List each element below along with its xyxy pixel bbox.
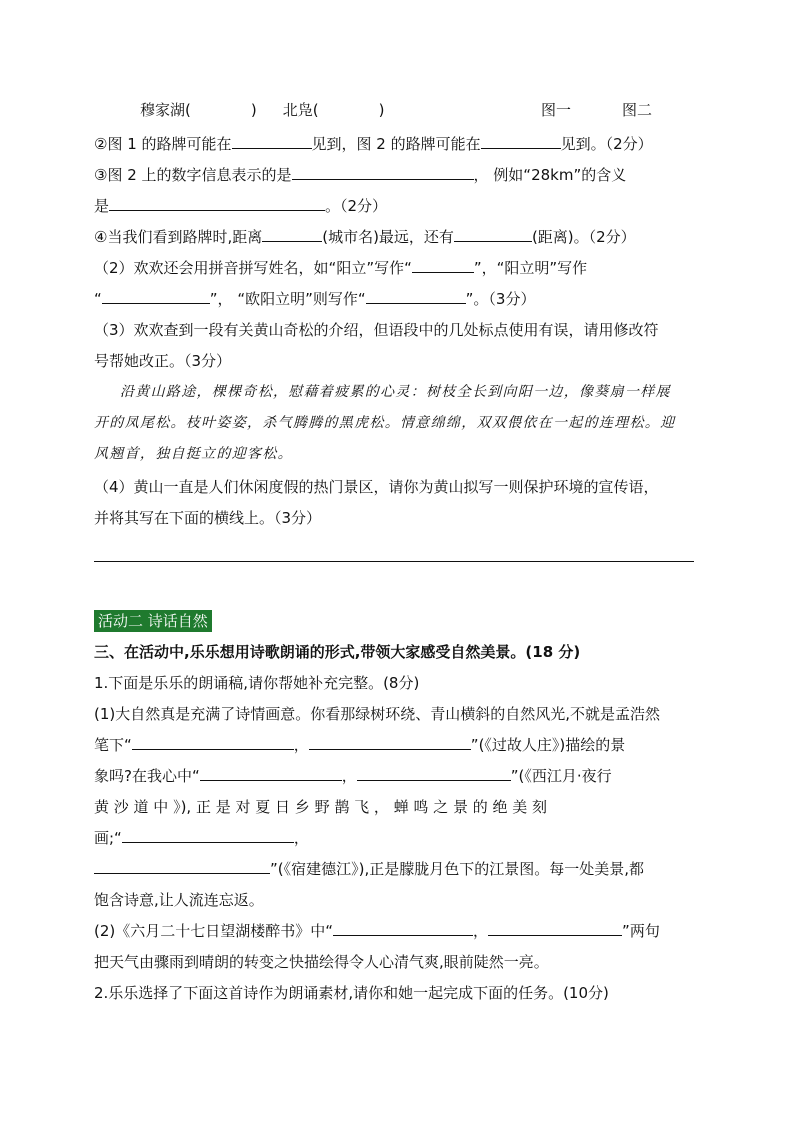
slogan-answer-line[interactable] bbox=[94, 561, 694, 562]
q4-line1: （4）黄山一直是人们休闲度假的热门景区，请你为黄山拟写一则保护环境的宣传语， bbox=[94, 478, 659, 496]
answer-blank[interactable] bbox=[94, 859, 270, 874]
item-4-text-c: (距离)。（2分） bbox=[531, 228, 636, 246]
p1-line4: 黄 沙 道 中 》), 正 是 对 夏 日 乡 野 鹊 飞 ， 蝉 鸣 之 景 的 绝 美 刻 bbox=[94, 798, 548, 816]
p1-text: 画;“ bbox=[94, 829, 122, 847]
item-4 bbox=[94, 227, 636, 247]
activity-2-badge: 活动二 诗话自然 bbox=[94, 610, 212, 632]
q4-line2: 并将其写在下面的横线上。（3分） bbox=[94, 509, 322, 527]
sub-question-1: 1.下面是乐乐的朗诵稿,请你帮她补充完整。(8分) bbox=[94, 674, 420, 692]
answer-blank[interactable] bbox=[454, 227, 532, 242]
p1-text: 象吗?在我心中“ bbox=[94, 767, 200, 785]
passage-line3: 风翘首，独自挺立的迎客松。 bbox=[94, 446, 293, 462]
p1-line3 bbox=[94, 766, 612, 786]
mujiahu-close: ) bbox=[250, 101, 257, 119]
item-3-text-b: ， 例如“28km”的含义 bbox=[473, 166, 627, 184]
item-4-text-b: (城市名)最远，还有 bbox=[322, 228, 454, 246]
label-row bbox=[140, 100, 384, 120]
p1-text: ， bbox=[341, 767, 357, 785]
beifu-label: 北凫( bbox=[282, 101, 319, 119]
p1-text: ”(《西江月·夜行 bbox=[510, 767, 612, 785]
sub-question-2: 2.乐乐选择了下面这首诗作为朗诵素材,请你和她一起完成下面的任务。(10分) bbox=[94, 984, 609, 1002]
answer-blank[interactable] bbox=[262, 227, 322, 242]
passage-line1: 沿黄山路途，棵棵奇松，慰藉着疲累的心灵：树枝全长到向阳一边，像葵扇一样展 bbox=[120, 384, 671, 400]
answer-blank[interactable] bbox=[102, 289, 210, 304]
p1-text: ， bbox=[293, 736, 309, 754]
q2-text-d: ”， “欧阳立明”则写作“ bbox=[209, 290, 366, 308]
q2-text-b: ”，“阳立明”写作 bbox=[473, 259, 588, 277]
answer-blank[interactable] bbox=[122, 828, 294, 843]
q2-line1 bbox=[94, 258, 587, 278]
item-3-cont bbox=[94, 196, 387, 216]
section-3-heading: 三、在活动中,乐乐想用诗歌朗诵的形式,带领大家感受自然美景。(18 分) bbox=[94, 643, 581, 661]
answer-blank[interactable] bbox=[366, 289, 466, 304]
answer-blank[interactable] bbox=[488, 921, 622, 936]
answer-blank[interactable] bbox=[109, 196, 325, 211]
item-3 bbox=[94, 165, 626, 185]
answer-blank[interactable] bbox=[357, 766, 511, 781]
p1-text: ， bbox=[293, 829, 309, 847]
activity-badge bbox=[94, 610, 212, 632]
p2-text: ”两句 bbox=[622, 922, 660, 940]
p1-line5 bbox=[94, 828, 309, 848]
q2-text-e: ”。（3分） bbox=[465, 290, 536, 308]
p1-line6 bbox=[94, 859, 644, 879]
p2-text: (2)《六月二十七日望湖楼醉书》中“ bbox=[94, 922, 334, 940]
item-2-text-c: 见到。（2分） bbox=[560, 135, 653, 153]
fig2-label: 图二 bbox=[622, 101, 653, 119]
answer-blank[interactable] bbox=[309, 735, 471, 750]
answer-blank[interactable] bbox=[132, 735, 294, 750]
q3-line1: （3）欢欢查到一段有关黄山奇松的介绍，但语段中的几处标点使用有误，请用修改符 bbox=[94, 321, 659, 339]
answer-blank[interactable] bbox=[412, 258, 474, 273]
answer-blank[interactable] bbox=[333, 921, 473, 936]
answer-blank[interactable] bbox=[292, 165, 474, 180]
answer-blank[interactable] bbox=[232, 134, 312, 149]
p1-line7: 饱含诗意,让人流连忘返。 bbox=[94, 891, 264, 909]
fig1-label: 图一 bbox=[541, 101, 572, 119]
p2-text: ， bbox=[473, 922, 489, 940]
item-2-text-b: 见到，图 2 的路牌可能在 bbox=[311, 135, 481, 153]
q3-line2: 号帮她改正。（3分） bbox=[94, 352, 232, 370]
q2-line2 bbox=[94, 289, 535, 309]
p2-line2: 把天气由骤雨到晴朗的转变之快描绘得令人心清气爽,眼前陡然一亮。 bbox=[94, 953, 549, 971]
q2-text-c: “ bbox=[94, 290, 102, 308]
p1-text: 笔下“ bbox=[94, 736, 132, 754]
answer-blank[interactable] bbox=[481, 134, 561, 149]
q2-text-a: （2）欢欢还会用拼音拼写姓名，如“阳立”写作“ bbox=[94, 259, 412, 277]
mujiahu-label: 穆家湖( bbox=[140, 101, 191, 119]
p1-text: ”(《宿建德江》),正是朦胧月色下的江景图。每一处美景,都 bbox=[270, 860, 645, 878]
p1-line2 bbox=[94, 735, 625, 755]
p1-text: ”(《过故人庄》)描绘的景 bbox=[470, 736, 626, 754]
p1-line1: (1)大自然真是充满了诗情画意。你看那绿树环绕、青山横斜的自然风光,不就是孟浩然 bbox=[94, 705, 661, 723]
item-4-text-a: ④当我们看到路牌时,距离 bbox=[94, 228, 263, 246]
answer-blank[interactable] bbox=[200, 766, 342, 781]
passage-line2: 开的凤尾松。枝叶姿姿，杀气腾腾的黑虎松。情意绵绵，双双偎依在一起的连理松。迎 bbox=[94, 415, 676, 431]
item-3-text-c: 是 bbox=[94, 197, 110, 215]
item-3-text-a: ③图 2 上的数字信息表示的是 bbox=[94, 166, 292, 184]
p2-line1 bbox=[94, 921, 660, 941]
item-2-text-a: ②图 1 的路牌可能在 bbox=[94, 135, 232, 153]
item-3-text-d: 。（2分） bbox=[325, 197, 388, 215]
beifu-close: ) bbox=[378, 101, 385, 119]
item-2 bbox=[94, 134, 653, 154]
